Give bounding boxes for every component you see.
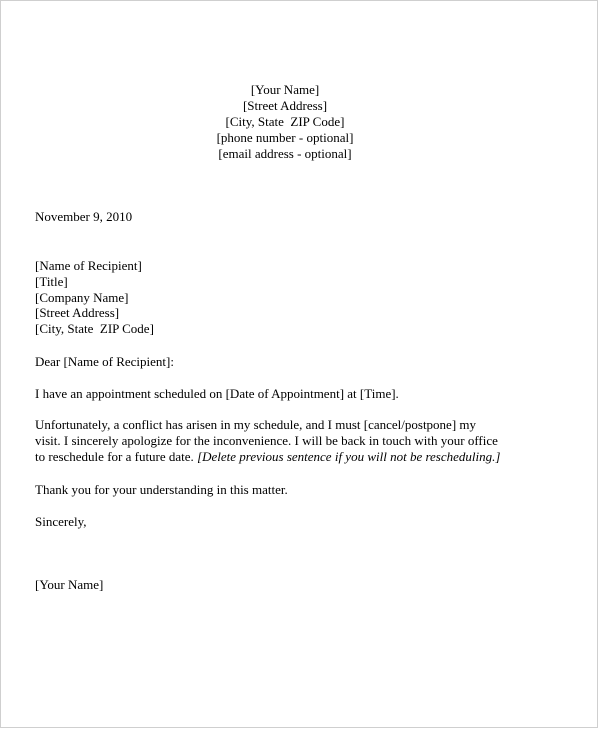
closing: Sincerely, [35, 514, 87, 529]
recipient-street: [Street Address] [35, 305, 120, 320]
body-paragraph-2-line-1: Unfortunately, a conflict has arisen in my schedule, and I must [cancel/postpone] my [35, 417, 477, 432]
letter-date: November 9, 2010 [35, 209, 133, 224]
body-paragraph-2-plain-text: to reschedule for a future date. [35, 449, 198, 464]
sender-phone: [phone number - optional] [216, 130, 354, 145]
body-paragraph-2-line-3 [35, 449, 500, 464]
signature-name: [Your Name] [35, 577, 104, 592]
recipient-company: [Company Name] [35, 290, 129, 305]
sender-name: [Your Name] [250, 82, 320, 97]
recipient-city: [City, State ZIP Code] [35, 321, 154, 336]
body-paragraph-1: I have an appointment scheduled on [Date of Appointment] at [Time]. [35, 386, 399, 401]
recipient-name: [Name of Recipient] [35, 258, 142, 273]
sender-street: [Street Address] [242, 98, 328, 113]
body-paragraph-3: Thank you for your understanding in this matter. [35, 482, 288, 497]
body-paragraph-2-line-2: visit. I sincerely apologize for the inconvenience. I will be back in touch with your office [35, 433, 498, 448]
recipient-title: [Title] [35, 274, 68, 289]
body-paragraph-2-italic-note: [Delete previous sentence if you will not be rescheduling.] [197, 449, 501, 464]
sender-email: [email address - optional] [218, 146, 352, 161]
salutation: Dear [Name of Recipient]: [35, 354, 174, 369]
sender-city: [City, State ZIP Code] [225, 114, 345, 129]
